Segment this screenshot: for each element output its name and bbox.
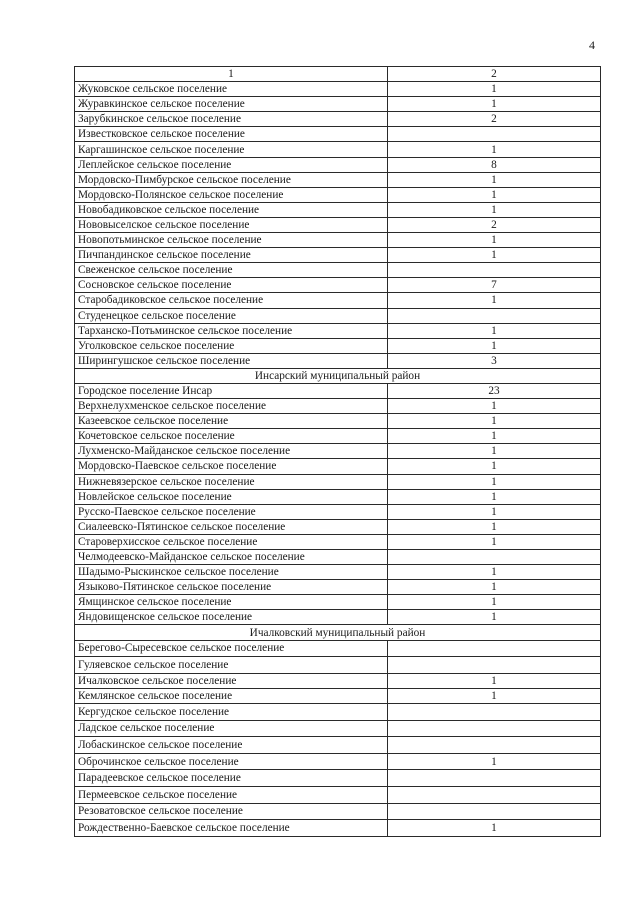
settlement-name: Уголковское сельское поселение <box>75 338 388 353</box>
settlement-count: 23 <box>388 383 601 398</box>
table-row <box>75 202 601 217</box>
table-row <box>75 217 601 232</box>
settlement-count: 1 <box>388 504 601 519</box>
table-row <box>75 565 601 580</box>
settlement-name: Оброчинское сельское поселение <box>75 753 388 770</box>
settlement-name: Старобадиковское сельское поселение <box>75 293 388 308</box>
settlement-count <box>388 770 601 787</box>
settlement-count: 1 <box>388 673 601 688</box>
table-row <box>75 489 601 504</box>
settlement-count <box>388 786 601 803</box>
table-row <box>75 444 601 459</box>
settlement-name: Новопотьминское сельское поселение <box>75 233 388 248</box>
settlement-name: Свеженское сельское поселение <box>75 263 388 278</box>
table-row <box>75 550 601 565</box>
settlement-count: 1 <box>388 414 601 429</box>
table-row <box>75 187 601 202</box>
table-row <box>75 657 601 674</box>
table-row <box>75 263 601 278</box>
table-row <box>75 308 601 323</box>
settlement-name: Новлейское сельское поселение <box>75 489 388 504</box>
district-title: Инсарский муниципальный район <box>75 368 601 383</box>
settlement-name: Мордовско-Паевское сельское поселение <box>75 459 388 474</box>
settlement-count: 1 <box>388 293 601 308</box>
settlement-count: 1 <box>388 82 601 97</box>
table-row <box>75 293 601 308</box>
settlement-name: Пичпандинское сельское поселение <box>75 248 388 263</box>
settlement-name: Ширингушское сельское поселение <box>75 353 388 368</box>
settlement-name: Лобаскинское сельское поселение <box>75 737 388 754</box>
table-row <box>75 703 601 720</box>
settlement-name: Кергудское сельское поселение <box>75 703 388 720</box>
table-row <box>75 519 601 534</box>
table-row <box>75 233 601 248</box>
table-row <box>75 803 601 820</box>
header-column-1: 1 <box>75 67 388 82</box>
settlement-count: 1 <box>388 753 601 770</box>
settlement-name: Зарубкинское сельское поселение <box>75 112 388 127</box>
table-row <box>75 786 601 803</box>
table-row <box>75 383 601 398</box>
settlement-count: 7 <box>388 278 601 293</box>
settlement-count: 1 <box>388 459 601 474</box>
settlement-name: Языково-Пятинское сельское поселение <box>75 580 388 595</box>
table-row <box>75 157 601 172</box>
settlement-count: 1 <box>388 595 601 610</box>
table-row <box>75 248 601 263</box>
settlement-count: 3 <box>388 353 601 368</box>
settlement-count: 1 <box>388 97 601 112</box>
settlement-count: 1 <box>388 429 601 444</box>
table-row <box>75 112 601 127</box>
settlement-name: Сиалеевско-Пятинское сельское поселение <box>75 519 388 534</box>
table-row <box>75 610 601 625</box>
settlement-count: 1 <box>388 688 601 703</box>
table-row <box>75 459 601 474</box>
table-row <box>75 688 601 703</box>
settlement-name: Берегово-Сыресевское сельское поселение <box>75 640 388 657</box>
settlement-count: 2 <box>388 217 601 232</box>
settlement-count <box>388 263 601 278</box>
settlement-name: Мордовско-Полянское сельское поселение <box>75 187 388 202</box>
table-row <box>75 172 601 187</box>
table-row <box>75 429 601 444</box>
table-row <box>75 353 601 368</box>
settlement-name: Кочетовское сельское поселение <box>75 429 388 444</box>
district-title: Ичалковский муниципальный район <box>75 625 601 640</box>
settlement-name: Яндовищенское сельское поселение <box>75 610 388 625</box>
settlement-name: Нововыселское сельское поселение <box>75 217 388 232</box>
settlement-name: Резоватовское сельское поселение <box>75 803 388 820</box>
settlement-name: Жуковское сельское поселение <box>75 82 388 97</box>
settlement-count: 1 <box>388 172 601 187</box>
table-row <box>75 414 601 429</box>
settlement-name: Каргашинское сельское поселение <box>75 142 388 157</box>
settlement-name: Сосновское сельское поселение <box>75 278 388 293</box>
settlement-name: Лухменско-Майданское сельское поселение <box>75 444 388 459</box>
settlement-count: 1 <box>388 233 601 248</box>
header-column-2: 2 <box>388 67 601 82</box>
table-row <box>75 474 601 489</box>
table-row <box>75 127 601 142</box>
settlement-count <box>388 737 601 754</box>
table-row <box>75 323 601 338</box>
district-section-row <box>75 368 601 383</box>
settlement-count: 1 <box>388 202 601 217</box>
settlements-table <box>74 66 601 837</box>
table-header-row <box>75 67 601 82</box>
settlement-count: 1 <box>388 580 601 595</box>
settlement-count: 1 <box>388 399 601 414</box>
settlement-name: Новобадиковское сельское поселение <box>75 202 388 217</box>
settlement-name: Городское поселение Инсар <box>75 383 388 398</box>
table-row <box>75 820 601 837</box>
settlement-count: 1 <box>388 474 601 489</box>
settlement-count: 1 <box>388 248 601 263</box>
settlement-count: 1 <box>388 519 601 534</box>
table-row <box>75 720 601 737</box>
settlement-count <box>388 657 601 674</box>
settlement-count: 8 <box>388 157 601 172</box>
settlement-count: 1 <box>388 820 601 837</box>
settlement-name: Известковское сельское поселение <box>75 127 388 142</box>
table-row <box>75 753 601 770</box>
settlements-table-body <box>75 67 601 837</box>
table-row <box>75 142 601 157</box>
settlement-count: 1 <box>388 444 601 459</box>
settlement-count <box>388 640 601 657</box>
settlement-count: 1 <box>388 610 601 625</box>
table-row <box>75 278 601 293</box>
settlement-count <box>388 720 601 737</box>
settlement-count: 1 <box>388 489 601 504</box>
settlement-name: Кемлянское сельское поселение <box>75 688 388 703</box>
settlement-name: Казеевское сельское поселение <box>75 414 388 429</box>
settlement-count: 1 <box>388 187 601 202</box>
table-row <box>75 504 601 519</box>
settlement-name: Леплейское сельское поселение <box>75 157 388 172</box>
table-row <box>75 580 601 595</box>
settlement-name: Парадеевское сельское поселение <box>75 770 388 787</box>
settlement-count <box>388 308 601 323</box>
table-row <box>75 673 601 688</box>
settlement-name: Ичалковское сельское поселение <box>75 673 388 688</box>
settlement-count <box>388 703 601 720</box>
table-row <box>75 595 601 610</box>
settlement-count: 1 <box>388 323 601 338</box>
settlement-count <box>388 127 601 142</box>
settlement-name: Ладское сельское поселение <box>75 720 388 737</box>
settlement-name: Гуляевское сельское поселение <box>75 657 388 674</box>
settlement-count <box>388 803 601 820</box>
settlement-count: 1 <box>388 534 601 549</box>
settlement-name: Рождественно-Баевское сельское поселение <box>75 820 388 837</box>
page-number: 4 <box>589 38 595 52</box>
settlement-name: Нижневязерское сельское поселение <box>75 474 388 489</box>
settlement-count: 1 <box>388 565 601 580</box>
settlement-name: Шадымо-Рыскинское сельское поселение <box>75 565 388 580</box>
table-row <box>75 770 601 787</box>
settlement-name: Мордовско-Пимбурское сельское поселение <box>75 172 388 187</box>
settlement-name: Журавкинское сельское поселение <box>75 97 388 112</box>
table-row <box>75 534 601 549</box>
settlement-name: Челмодеевско-Майданское сельское поселение <box>75 550 388 565</box>
settlement-name: Русско-Паевское сельское поселение <box>75 504 388 519</box>
settlement-count: 1 <box>388 142 601 157</box>
table-row <box>75 97 601 112</box>
table-row <box>75 640 601 657</box>
district-section-row <box>75 625 601 640</box>
settlement-name: Староверхисское сельское поселение <box>75 534 388 549</box>
settlement-count <box>388 550 601 565</box>
settlement-name: Тарханско-Потьминское сельское поселение <box>75 323 388 338</box>
table-row <box>75 737 601 754</box>
table-row <box>75 82 601 97</box>
settlement-name: Студенецкое сельское поселение <box>75 308 388 323</box>
settlement-count: 2 <box>388 112 601 127</box>
table-row <box>75 338 601 353</box>
settlement-name: Ямщинское сельское поселение <box>75 595 388 610</box>
settlement-name: Пермеевское сельское поселение <box>75 786 388 803</box>
table-row <box>75 399 601 414</box>
settlement-count: 1 <box>388 338 601 353</box>
settlement-name: Верхнелухменское сельское поселение <box>75 399 388 414</box>
